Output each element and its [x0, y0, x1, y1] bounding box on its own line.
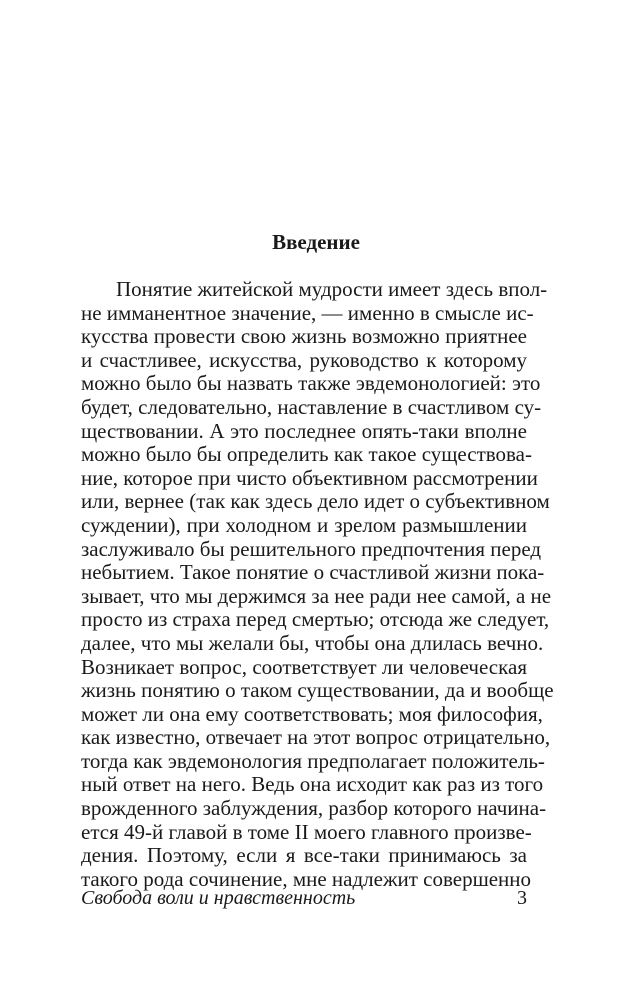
text-line: ный ответ на него. Ведь она исходит как раз из того: [81, 772, 544, 797]
text-line: далее, что мы желали бы, чтобы она длилась вечно.: [81, 630, 544, 655]
running-title: Свобода воли и нравственность: [81, 887, 356, 909]
text-line: заслуживало бы решительного предпочтения перед: [81, 536, 542, 561]
page-number: 3: [517, 887, 527, 909]
text-line: и счастливее, искусства, руководство к которому: [81, 347, 527, 372]
text-line: кусства провести свою жизнь возможно приятнее: [81, 324, 527, 349]
text-line: не имманентное значение, — именно в смысле ис-: [81, 300, 534, 325]
text-line: Понятие житейской мудрости имеет здесь впол-: [116, 277, 548, 301]
text-line: будет, следовательно, наставление в счастливом су-: [81, 394, 542, 419]
chapter-heading: Введение: [272, 230, 360, 254]
text-line: Возникает вопрос, соответствует ли человеческая: [81, 654, 527, 679]
text-line: тогда как эвдемонология предполагает положитель-: [81, 748, 545, 773]
text-line: ется 49-й главой в томе II моего главного произве-: [81, 819, 532, 844]
text-line: небытием. Такое понятие о счастливой жизни пока-: [81, 560, 545, 585]
text-line: врожденного заблуждения, разбор которого начина-: [81, 796, 547, 821]
text-line: зывает, что мы держимся за нее ради нее самой, а не: [81, 583, 552, 608]
text-line: ществовании. А это последнее опять-таки вполне: [81, 418, 527, 443]
body-paragraph: [81, 277, 554, 891]
text-line: или, вернее (так как здесь дело идет о субъективном: [81, 489, 550, 514]
text-line: просто из страха перед смертью; отсюда же следует,: [81, 607, 550, 632]
text-line: суждении), при холодном и зрелом размышлении: [81, 512, 527, 537]
text-line: жизнь понятию о таком существовании, да и вообще: [81, 678, 554, 703]
text-line: такого рода сочинение, мне надлежит совершенно: [81, 866, 532, 891]
text-line: ние, которое при чисто объективном рассмотрении: [81, 465, 538, 490]
text-line: можно было бы назвать также эвдемонологией: это: [81, 371, 541, 396]
page-footer: [81, 885, 527, 911]
text-line: можно было бы определить как такое существова-: [81, 442, 532, 467]
text-line: дения. Поэтому, если я все-таки принимаюсь за: [81, 843, 527, 868]
text-line: как известно, отвечает на этот вопрос отрицательно,: [81, 725, 551, 750]
text-line: может ли она ему соответствовать; моя философия,: [81, 701, 543, 726]
